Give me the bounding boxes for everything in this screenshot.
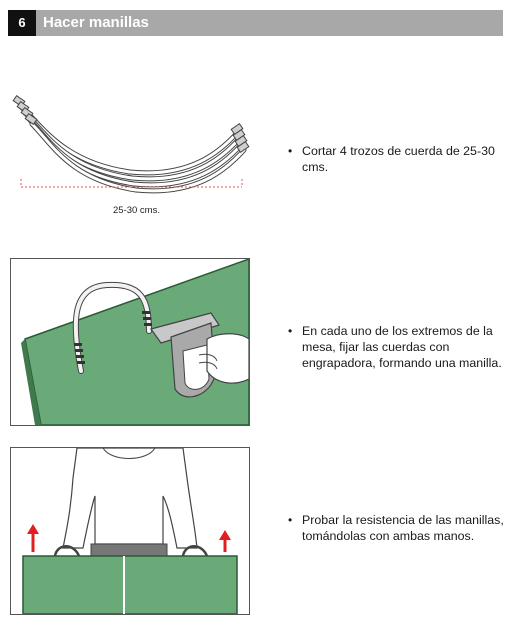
step-number: 6	[8, 10, 36, 36]
stapling-illustration	[10, 258, 250, 426]
step-text: En cada uno de los extremos de la mesa, fijar las cuerdas con engrapadora, formando una manilla.	[302, 324, 502, 370]
arrow-up-icon	[219, 530, 231, 552]
step-header	[8, 10, 503, 36]
bullet: •	[288, 144, 293, 158]
bullet: •	[288, 324, 293, 338]
measure-line	[18, 176, 246, 190]
step-text: Cortar 4 trozos de cuerda de 25-30 cms.	[302, 144, 495, 174]
arrow-up-icon	[27, 524, 39, 552]
testing-illustration	[10, 447, 250, 615]
step-text: Probar la resistencia de las manillas, tomándolas con ambas manos.	[302, 513, 504, 543]
measure-label: 25-30 cms.	[113, 205, 160, 216]
bullet: •	[288, 513, 293, 527]
step-title: Hacer manillas	[43, 14, 149, 31]
